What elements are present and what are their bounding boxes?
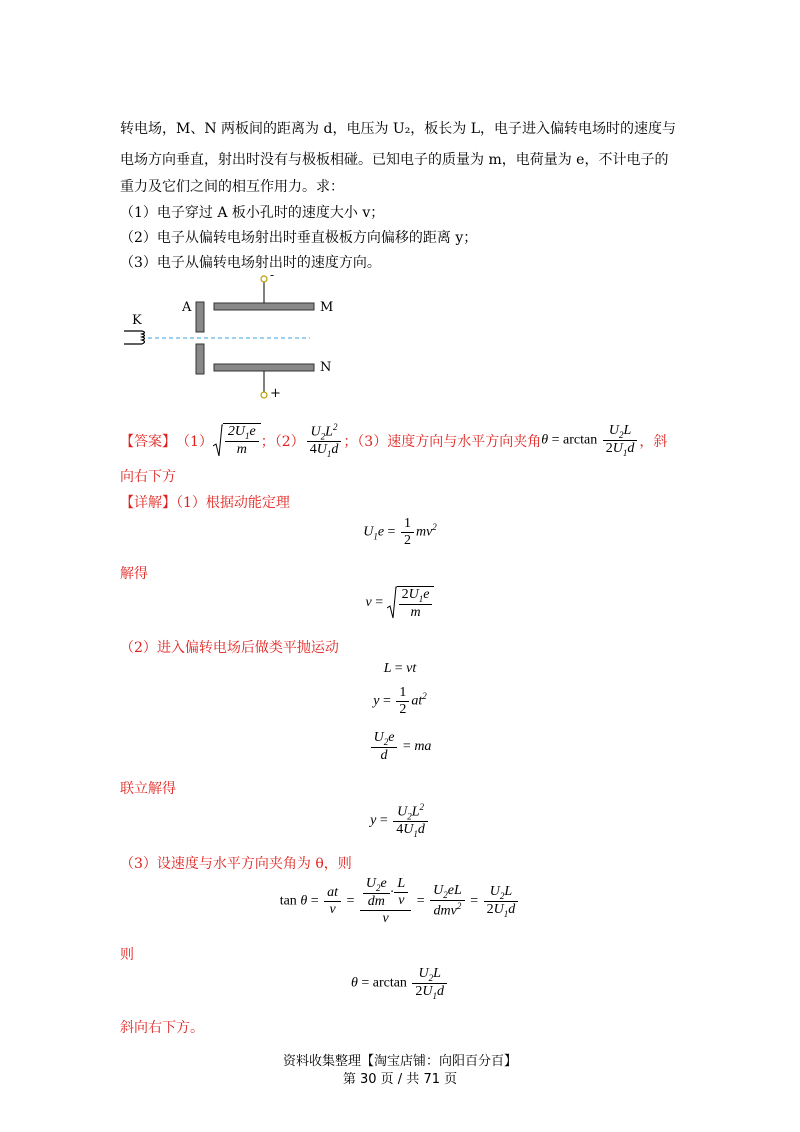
footer-source: 资料收集整理【淘宝店铺：向阳百分百】 <box>282 1054 517 1069</box>
eq-length: L = vt <box>383 661 417 676</box>
detail-tag: 【详解】 <box>120 495 176 511</box>
terminal-minus <box>261 276 267 282</box>
plate-a-upper <box>196 302 204 332</box>
detail-then: 则 <box>120 947 134 963</box>
detail-step1-text: （1）根据动能定理 <box>176 495 290 511</box>
problem-line-2: 电场方向垂直，射出时没有与极板相碰。已知电子的质量为 m，电荷量为 e，不计电子的 <box>120 152 669 168</box>
detail-step-1 <box>120 492 290 512</box>
answer-p4: ，斜 <box>639 433 668 450</box>
label-a: A <box>182 300 192 315</box>
answer-formula-2: $\frac{U_2L^2}{4U_1d}$ <box>305 422 344 459</box>
answer-line-2: 向右下方 <box>120 469 176 485</box>
answer-tag: 【答案】 <box>120 433 176 450</box>
footer-page: 第 30 页 / 共 71 页 <box>342 1072 458 1087</box>
sign-minus: - <box>270 268 275 282</box>
plate-m <box>214 303 314 310</box>
answer-formula-3: θ = arctan $\frac{U_2L}{2U_1d}$ <box>541 423 639 458</box>
circuit-diagram <box>118 268 358 408</box>
problem-line-1: 转电场，M、N 两板间的距离为 d，电压为 U₂，板长为 L，电子进入偏转电场时的速度与 <box>120 121 677 137</box>
eq-y-result: y = $\frac{U_2L^2}{4U_1d}$ <box>0 802 800 839</box>
label-k: K <box>132 313 142 328</box>
answer-line <box>120 422 667 459</box>
label-m: M <box>320 300 334 315</box>
eq-tan-theta: tan θ = $\frac{at}{v}$ = $\frac{U_2e}{dm}$ · $\frac{L}{v}$ v = $\frac{U_2eL}{dmv^2}$ = $\frac{U_2L}{2U_1d}$ <box>0 876 800 927</box>
label-n: N <box>320 360 332 375</box>
terminal-plus <box>261 392 267 398</box>
detail-solve-2: 联立解得 <box>120 781 176 797</box>
eq-force: $\frac{U_2e}{d}$ = ma <box>0 730 800 764</box>
question-3: （3）电子从偏转电场射出时的速度方向。 <box>120 255 381 271</box>
detail-final: 斜向右下方。 <box>120 1020 204 1036</box>
eq-displacement: y = $\frac{1}{2}$ $at^2$ <box>373 685 427 717</box>
question-2: （2）电子从偏转电场射出时垂直极板方向偏移的距离 y； <box>120 230 478 246</box>
plate-a-lower <box>196 344 204 374</box>
eq-theta: θ = arctan $\frac{U_2L}{2U_1d}$ <box>0 966 800 1001</box>
problem-line-3: 重力及它们之间的相互作用力。求： <box>120 179 344 195</box>
detail-step-3: （3）设速度与水平方向夹角为 θ，则 <box>120 856 352 872</box>
answer-formula-1: $\frac{2U_1e}{m}$ <box>213 423 261 458</box>
detail-step-2: （2）进入偏转电场后做类平抛运动 <box>120 640 339 656</box>
cathode-filament <box>124 331 145 344</box>
eq-velocity: v = $\frac{2U_1e}{m}$ <box>0 586 800 621</box>
sign-plus: + <box>270 386 281 401</box>
answer-p3: ；（3）速度方向与水平方向夹角 <box>343 433 542 450</box>
eq-kinetic-energy: $U_1e$ = $\frac{1}{2}$ $mv^2$ <box>363 516 437 548</box>
answer-p1: （1） <box>176 433 213 450</box>
detail-solve-1: 解得 <box>120 566 148 582</box>
plate-n <box>214 364 314 371</box>
question-1: （1）电子穿过 A 板小孔时的速度大小 v； <box>120 205 385 221</box>
answer-p2: ；（2） <box>260 433 305 450</box>
